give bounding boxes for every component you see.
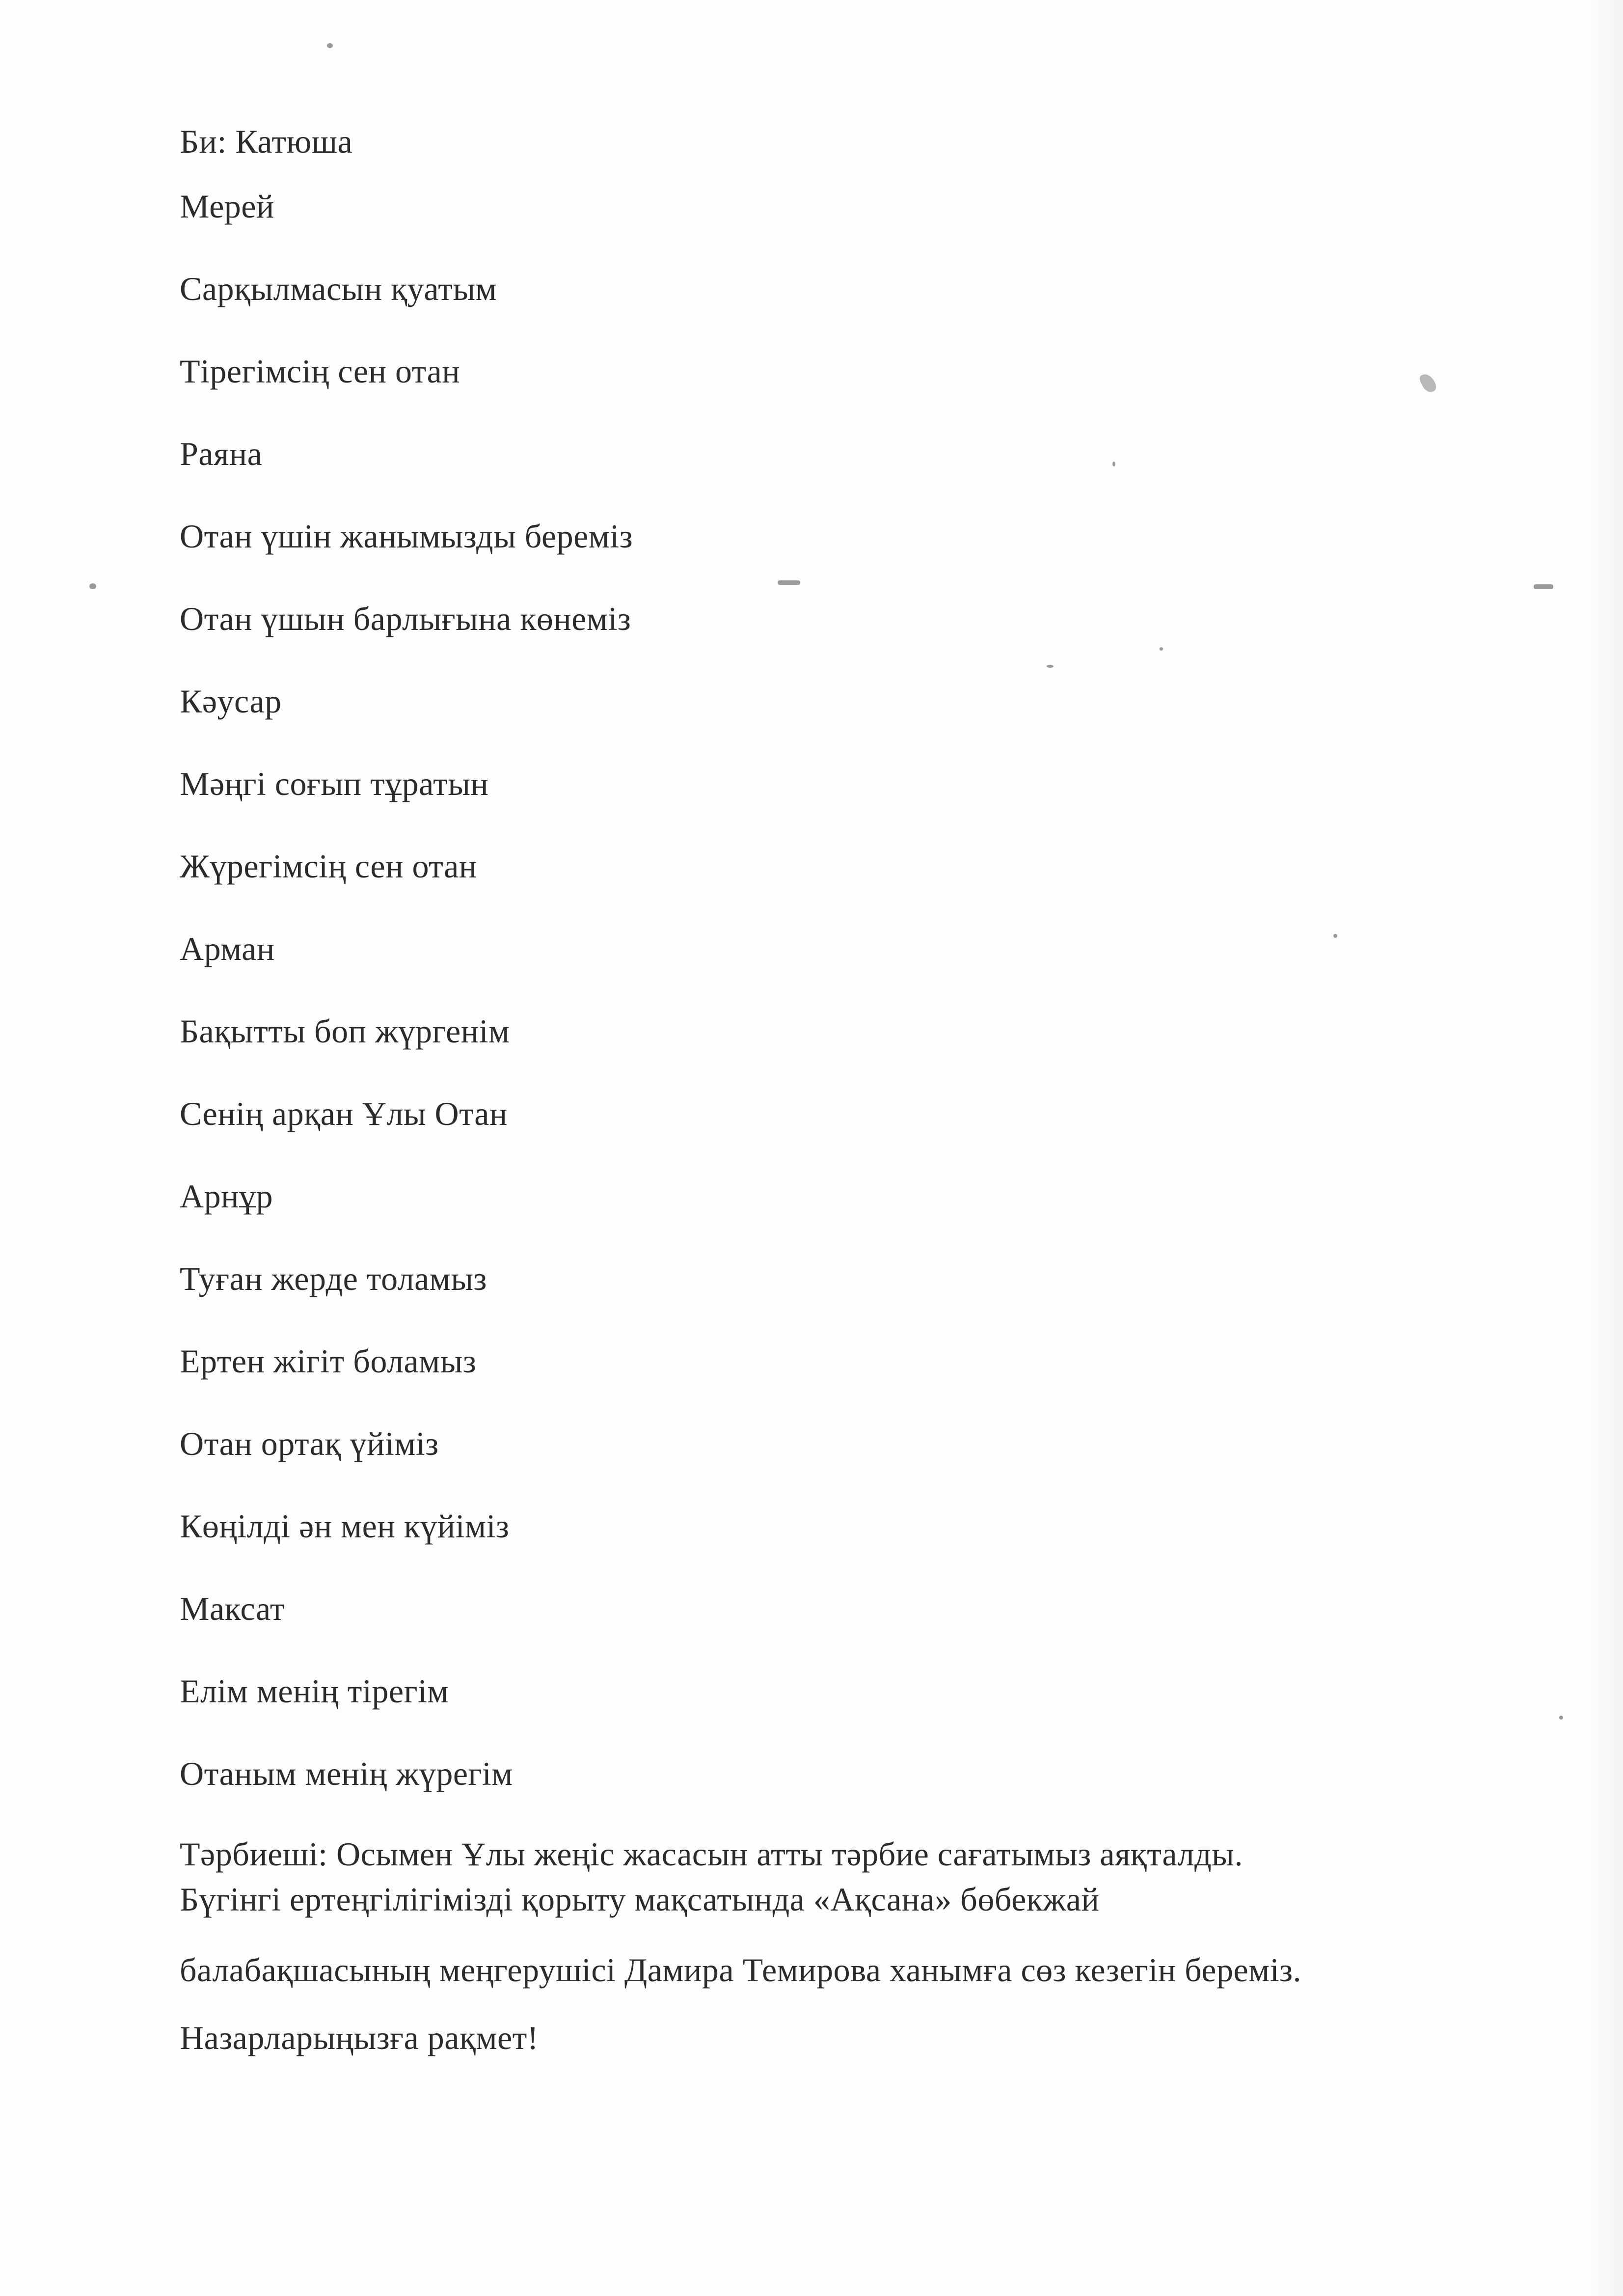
verse-line: Бақытты боп жүргенім [180, 1012, 510, 1050]
verse-line: Мәңгі соғып тұратын [180, 765, 489, 802]
scan-edge-shadow [1589, 0, 1623, 2296]
scan-speck [1160, 647, 1163, 651]
scan-speck [1333, 934, 1337, 938]
scan-speck [778, 580, 800, 585]
verse-line: Отан үшін жанымызды береміз [180, 518, 633, 555]
verse-line: Ертен жігіт боламыз [180, 1342, 477, 1380]
verse-line: Көңілді ән мен күйіміз [180, 1507, 510, 1545]
scan-speck [1047, 665, 1054, 668]
heading-dance: Би: Катюша [180, 123, 353, 160]
verse-line: Арнұр [180, 1177, 273, 1215]
verse-line: Максат [180, 1590, 285, 1627]
verse-line: Раяна [180, 435, 263, 472]
closing-text-line: Бүгінгі ертеңгілігімізді қорыту мақсатында «Ақсана» бөбекжай [180, 1881, 1100, 1918]
verse-line: Арман [180, 930, 275, 967]
scan-speck [1418, 371, 1438, 394]
verse-line: Елім менің тірегім [180, 1672, 449, 1710]
verse-line: Туған жерде толамыз [180, 1260, 487, 1297]
scan-speck [1534, 584, 1553, 589]
scan-speck [1559, 1716, 1563, 1720]
verse-line: Сарқылмасын қуатым [180, 270, 497, 307]
verse-line: Отаным менің жүрегім [180, 1755, 513, 1792]
verse-line: Кәусар [180, 683, 282, 720]
verse-line: Мерей [180, 188, 274, 225]
verse-line: Отан үшын барлығына көнеміз [180, 600, 631, 637]
verse-line: Отан ортақ үйіміз [180, 1425, 439, 1462]
scan-speck [327, 43, 333, 48]
closing-text-line: Назарларыңызға рақмет! [180, 2019, 539, 2056]
scan-speck [1112, 462, 1115, 466]
verse-line: Сенің арқан Ұлы Отан [180, 1095, 508, 1132]
closing-text-line: Тәрбиеші: Осымен Ұлы жеңіс жасасын атты тәрбие сағатымыз аяқталды. [180, 1835, 1243, 1873]
verse-line: Тірегімсің сен отан [180, 353, 460, 390]
verse-line: Жүрегімсің сен отан [180, 847, 477, 885]
closing-text-line: балабақшасының меңгерушісі Дамира Темирова ханымға сөз кезегін береміз. [180, 1951, 1301, 1989]
scan-speck [89, 583, 96, 589]
